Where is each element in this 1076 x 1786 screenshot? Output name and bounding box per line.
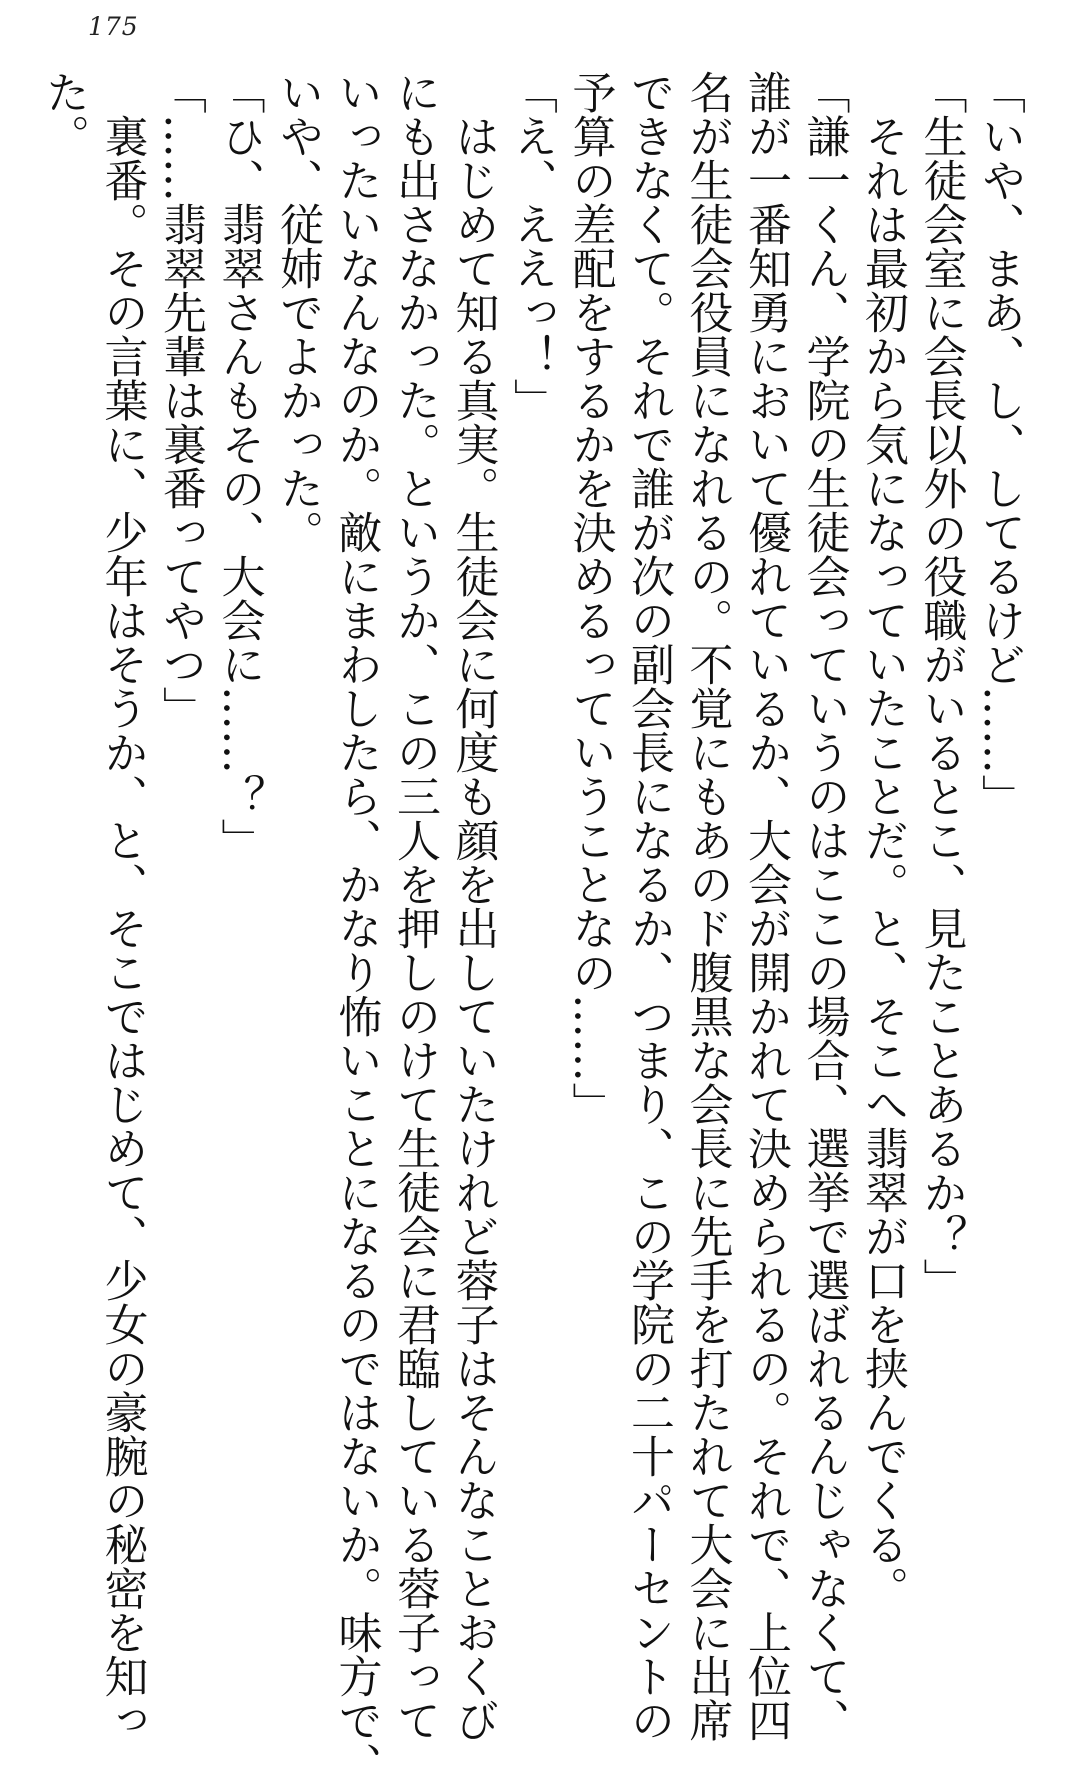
text-line: た。 <box>38 70 89 158</box>
text-line: それは最初から気になっていたことだ。と、そこへ翡翠が口を挟んでくる。 <box>857 70 908 1610</box>
text-line: 「え、ええっ！」 <box>506 70 557 422</box>
text-line: 「ひ、翡翠さんもその、大会に……？」 <box>213 70 265 862</box>
page-number: 175 <box>88 12 139 41</box>
text-line: にも出さなかった。というか、この三人を押しのけて生徒会に君臨している蓉子って <box>389 70 440 1742</box>
text-line: 裏番。その言葉に、少年はそうか、と、そこではじめて、少女の豪腕の秘密を知っ <box>96 70 148 1742</box>
text-line: 「いや、まあ、し、してるけど……」 <box>974 70 1025 818</box>
text-line: 「謙一くん、学院の生徒会っていうのはここの場合、選挙で選ばれるんじゃなくて、 <box>798 70 850 1742</box>
text-line: いったいなんなのか。敵にまわしたら、かなり怖いことになるのではないか。味方で、 <box>330 70 382 1786</box>
text-line: いや、従姉でよかった。 <box>272 70 323 554</box>
text-line: 「……翡翠先輩は裏番ってやつ」 <box>155 70 206 730</box>
text-line: 予算の差配をするかを決めるっていうことなの……」 <box>564 70 616 1126</box>
text-line: 誰が一番知勇において優れているか、大会が開かれて決められるの。それで、上位四 <box>740 70 791 1742</box>
text-line: はじめて知る真実。生徒会に何度も顔を出していたけれど蓉子はそんなことおくび <box>447 70 499 1742</box>
text-line: 名が生徒会役員になれるの。不覚にもあのド腹黒な会長に先手を打たれて大会に出席 <box>681 70 733 1742</box>
vertical-text-body <box>34 70 1029 1786</box>
text-line: 「生徒会室に会長以外の役職がいるとこ、見たことあるか？」 <box>915 70 967 1302</box>
text-line: できなくて。それで誰が次の副会長になるか、つまり、この学院の二十パーセントの <box>623 70 674 1742</box>
